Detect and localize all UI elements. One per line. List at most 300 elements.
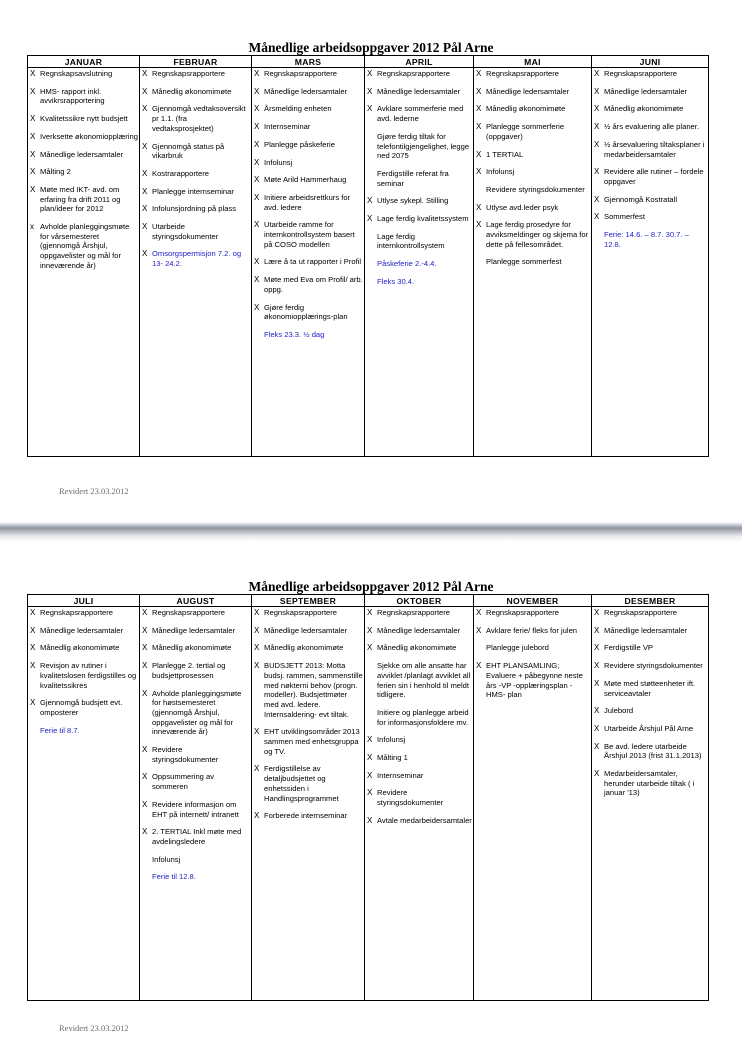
done-mark: X (367, 214, 373, 224)
task-item (367, 169, 472, 188)
done-mark: X (367, 735, 373, 745)
done-mark: X (254, 139, 260, 149)
task-text: Kostrarapportere (152, 168, 209, 178)
task-item (476, 203, 590, 213)
task-text: Utlyse sykepl. Stilling (377, 196, 449, 206)
done-mark: X (476, 608, 482, 617)
task-text: Revidere styringsdokumenter (604, 661, 703, 671)
done-mark: X (30, 167, 36, 177)
task-item (142, 87, 250, 97)
task-item (142, 187, 250, 197)
done-mark: X (254, 157, 260, 167)
task-text: Lage ferdig kvalitetssystem (377, 214, 469, 224)
page-separator (0, 508, 742, 546)
task-text: Planlegge internseminar (152, 186, 234, 196)
task-item (594, 769, 707, 798)
revision-footer: Revidert 23.03.2012 (59, 486, 129, 496)
task-text: Revisjon av rutiner i kvalitetslosen ferdigstilles og kvalitetssikres (40, 661, 137, 690)
done-mark: X (476, 104, 482, 114)
task-item (594, 724, 707, 734)
month-column (140, 607, 252, 1001)
task-item (367, 735, 472, 745)
done-mark: X (254, 764, 260, 774)
task-text: Oppsummering av sommeren (152, 772, 215, 792)
task-text: Møte med Eva om Profil/ arb. oppg. (264, 275, 363, 294)
task-item (367, 277, 472, 287)
task-item (30, 608, 138, 618)
task-text: Regnskapsrapportere (152, 608, 226, 617)
task-text: Revidere styringsdokumenter (152, 745, 219, 764)
task-item (476, 220, 590, 249)
task-text: Ferie til 8.7. (40, 725, 80, 735)
task-item (476, 185, 590, 195)
done-mark: X (142, 104, 148, 114)
done-mark: X (30, 184, 36, 194)
done-mark: X (367, 196, 373, 206)
month-column (474, 607, 592, 1001)
task-item (367, 104, 472, 123)
done-mark: X (254, 69, 260, 78)
done-mark: X (142, 643, 148, 653)
task-item (254, 175, 363, 185)
task-item (367, 788, 472, 807)
done-mark: X (142, 688, 148, 698)
done-mark: X (30, 643, 36, 653)
task-text: Infolunsj (264, 157, 293, 167)
task-text: Infolunsjordning på plass (152, 204, 237, 214)
task-text: Utarbeide styringsdokumenter (152, 222, 219, 241)
month-header: DESEMBER (592, 595, 709, 607)
page-1 (0, 0, 742, 508)
task-item (367, 259, 472, 269)
task-item (30, 222, 138, 271)
done-mark: X (142, 772, 148, 782)
done-mark: X (367, 643, 373, 653)
task-item (476, 626, 590, 636)
done-mark: X (142, 141, 148, 151)
done-mark: X (594, 678, 600, 688)
task-item (594, 140, 707, 159)
task-text: Regnskapsrapportere (264, 608, 338, 617)
done-mark: X (142, 186, 148, 196)
done-mark: X (30, 661, 36, 671)
done-mark: X (594, 661, 600, 671)
task-item (476, 661, 590, 700)
task-text: Månedlige ledersamtaler (377, 86, 461, 96)
task-item (142, 222, 250, 241)
task-item (254, 626, 363, 636)
task-item (367, 214, 472, 224)
task-item (254, 87, 363, 97)
month-header: SEPTEMBER (252, 595, 365, 607)
task-text: Lære å ta ut rapporter i Profil (264, 257, 362, 267)
task-item (142, 104, 250, 133)
task-text: Sommerfest (604, 212, 645, 222)
task-item (476, 69, 590, 79)
task-item (30, 726, 138, 736)
task-text: Gjøre ferdig økonomiopplærings-plan (264, 302, 348, 322)
month-header: MARS (252, 56, 365, 68)
task-text: Initiere og planlegge arbeid for informasjonsfoldere mv. (377, 707, 469, 727)
task-text: HMS- rapport inkl. avvikrsrapportering (40, 86, 105, 106)
task-text: Planlegge 2. tertial og budsjettprosessen (152, 661, 226, 680)
task-text: Utarbeide ramme for internkontrollsystem basert på COSO modellen (264, 220, 355, 249)
done-mark: X (254, 86, 260, 96)
done-mark: X (254, 661, 260, 671)
task-text: Ferdigstille VP (604, 643, 653, 653)
task-item (367, 232, 472, 251)
done-mark: X (476, 167, 482, 177)
done-mark: X (476, 122, 482, 132)
month-header: JUNI (592, 56, 709, 68)
done-mark: X (476, 86, 482, 96)
task-text: Planlegge julebord (486, 643, 549, 653)
task-item (594, 104, 707, 114)
task-item (30, 167, 138, 177)
task-text: Revidere styringsdokumenter (486, 184, 585, 194)
task-text: Månedlige ledersamtaler (264, 625, 348, 635)
task-item (142, 169, 250, 179)
month-column (474, 68, 592, 457)
task-item (594, 742, 707, 761)
done-mark: X (30, 625, 36, 635)
task-item (594, 608, 707, 618)
task-item (30, 626, 138, 636)
done-mark: X (594, 625, 600, 635)
task-item (142, 626, 250, 636)
done-mark: X (594, 69, 600, 78)
task-text: Møte med støtteenheter ift. serviceavtaler (604, 678, 696, 698)
task-item (594, 167, 707, 186)
task-item (254, 193, 363, 212)
task-item (254, 764, 363, 803)
done-mark: X (254, 104, 260, 114)
done-mark: X (367, 86, 373, 96)
done-mark: X (476, 149, 482, 159)
done-mark: X (254, 275, 260, 285)
task-text: Regnskapsrapportere (486, 608, 560, 617)
task-item (367, 771, 472, 781)
done-mark: X (594, 122, 600, 132)
task-item (367, 661, 472, 700)
task-text: Regnskapsrapportere (264, 69, 338, 78)
done-mark: X (367, 788, 373, 798)
task-text: ½ årsevaluering tiltaksplaner i medarbeidersamtaler (604, 139, 705, 159)
done-mark: X (30, 114, 36, 124)
month-header: OKTOBER (365, 595, 474, 607)
done-mark: X (367, 69, 373, 78)
task-text: Regnskapsavslutning (40, 69, 113, 78)
task-text: Medarbeidersamtaler, herunder utarbeide tiltak ( i januar '13) (604, 769, 695, 798)
task-text: Initiere arbeidsrettkurs for avd. ledere (264, 192, 351, 212)
task-text: Lage ferdig internkontrollsystem (377, 231, 445, 251)
task-text: Julebord (604, 706, 634, 716)
task-text: Månedlig økonomimøte (264, 643, 344, 653)
task-text: Planlegge påskeferie (264, 139, 335, 149)
task-item (594, 679, 707, 698)
task-item (594, 661, 707, 671)
task-item (367, 643, 472, 653)
task-text: Kvalitetssikre nytt budsjett (40, 114, 128, 124)
month-column (140, 68, 252, 457)
done-mark: X (254, 192, 260, 202)
task-text: Månedlige ledersamtaler (40, 625, 124, 635)
task-text: Be avd. ledere utarbeide Årshjul 2013 (frist 31.1.2013) (604, 741, 702, 761)
done-mark: X (476, 661, 482, 671)
task-item (142, 204, 250, 214)
done-mark: X (594, 723, 600, 733)
done-mark: X (476, 69, 482, 78)
done-mark: X (30, 131, 36, 141)
done-mark: X (254, 220, 260, 230)
task-text: Regnskapsrapportere (604, 608, 678, 617)
month-header: FEBRUAR (140, 56, 252, 68)
task-text: Internseminar (264, 122, 311, 132)
task-item (142, 855, 250, 865)
task-text: Fleks 30.4. (377, 276, 415, 286)
task-text: Målting 1 (377, 753, 408, 763)
done-mark: X (594, 643, 600, 653)
task-item (142, 643, 250, 653)
done-mark: X (30, 149, 36, 159)
month-column (365, 68, 474, 457)
monthly-tasks-table (27, 55, 709, 457)
task-item (142, 608, 250, 618)
task-item (30, 114, 138, 124)
task-item (367, 626, 472, 636)
task-item (594, 706, 707, 716)
task-item (254, 727, 363, 756)
task-text: EHT PLANSAMLING; Evaluere + påbegynne neste års -VP -opplæringsplan -HMS- plan (486, 661, 583, 700)
task-text: Ferie: 14.6. – 8.7. 30.7. – 12.8. (604, 230, 689, 249)
done-mark: X (594, 769, 600, 779)
done-mark: X (254, 257, 260, 267)
done-mark: X (30, 698, 36, 708)
task-item (594, 643, 707, 653)
done-mark: X (594, 608, 600, 617)
done-mark: X (476, 220, 482, 230)
done-mark: X (30, 86, 36, 96)
task-item (367, 69, 472, 79)
task-item (30, 698, 138, 717)
task-text: Gjennomgå Kostratall (604, 194, 678, 204)
task-text: Gjennomgå vedtaksoversikt pr 1.1. (fra vedtaksprosjektet) (152, 104, 246, 133)
done-mark: X (142, 86, 148, 96)
task-item (476, 87, 590, 97)
task-text: Avholde planleggingsmøte for høstsemesteret (gjennomgå Årshjul, oppgavelister og mål for inneværende år) (152, 688, 242, 737)
task-item (30, 150, 138, 160)
task-text: Sjekke om alle ansatte har avviklet /planlagt avviklet all ferien sin i henhold til meldt tidligere. (377, 661, 471, 700)
task-item (367, 816, 472, 826)
task-text: Lage ferdig prosedyre for avviksmeldinger og skjema for dette på fellesområdet. (486, 220, 589, 249)
task-text: Månedlige ledersamtaler (264, 86, 348, 96)
done-mark: X (142, 745, 148, 755)
task-text: Møte med IKT- avd. om erfaring fra drift 2011 og plan/ideer for 2012 (40, 184, 121, 214)
task-item (254, 811, 363, 821)
task-item (30, 87, 138, 106)
task-text: Månedlig økonomimøte (40, 643, 120, 653)
task-text: Utlyse avd.leder psyk (486, 202, 559, 212)
done-mark: X (594, 706, 600, 716)
month-header: NOVEMBER (474, 595, 592, 607)
task-item (142, 872, 250, 882)
task-text: Avklare sommerferie med avd. lederne (377, 104, 464, 124)
done-mark: X (30, 69, 36, 78)
task-text: Regnskapsrapportere (152, 69, 226, 78)
task-item (254, 330, 363, 340)
done-mark: X (254, 608, 260, 617)
task-item (476, 608, 590, 618)
task-text: Avholde planleggingsmøte for vårsemesteret (gjennomgå Årshjul, oppgavelister og mål for inneværende år) (40, 222, 130, 270)
task-item (476, 104, 590, 114)
month-header: MAI (474, 56, 592, 68)
done-mark: X (367, 104, 373, 114)
task-item (254, 104, 363, 114)
task-item (30, 185, 138, 214)
task-item (142, 745, 250, 764)
task-item (142, 661, 250, 680)
task-text: Årsmelding enheten (264, 104, 332, 114)
task-text: Gjøre ferdig tiltak for telefontilgjengelighet, legge ned 2075 (377, 131, 470, 161)
task-item (476, 150, 590, 160)
done-mark: X (142, 69, 148, 78)
task-item (476, 122, 590, 141)
task-text: Planlegge sommerferie (oppgaver) (486, 122, 565, 141)
task-text: Regnskapsrapportere (486, 69, 560, 78)
done-mark: X (594, 167, 600, 177)
task-text: Fleks 23.3. ½ dag (264, 329, 325, 339)
task-item (594, 69, 707, 79)
task-text: Utarbeide Årshjul Pål Arne (604, 723, 694, 733)
task-item (254, 220, 363, 249)
document-title: Månedlige arbeidsoppgaver 2012 Pål Arne (248, 40, 494, 55)
task-item (594, 212, 707, 222)
task-item (142, 772, 250, 791)
task-text: Regnskapsrapportere (604, 69, 678, 78)
task-item (30, 643, 138, 653)
month-column (592, 607, 709, 1001)
month-header: JANUAR (28, 56, 140, 68)
done-mark: X (254, 727, 260, 737)
task-text: Gjennomgå status på vikarbruk (152, 141, 225, 161)
task-text: Ferie til 12.8. (152, 872, 196, 882)
task-item (30, 69, 138, 79)
done-mark: X (594, 104, 600, 114)
done-mark: X (254, 302, 260, 312)
task-item (254, 661, 363, 719)
task-item (367, 132, 472, 161)
done-mark: X (254, 122, 260, 132)
month-column (252, 68, 365, 457)
task-text: Målting 2 (40, 167, 71, 177)
task-text: Månedlig økonomimøte (152, 86, 232, 96)
done-mark: X (254, 811, 260, 821)
done-mark: x (30, 222, 34, 232)
task-text: Ferdigstille referat fra seminar (377, 168, 449, 188)
month-header: APRIL (365, 56, 474, 68)
done-mark: X (367, 815, 373, 825)
task-item (142, 69, 250, 79)
task-item (254, 140, 363, 150)
task-text: ½ års evaluering alle planer. (604, 122, 699, 132)
task-text: Avklare ferie/ fleks for julen (486, 625, 578, 635)
task-text: Månedlige ledersamtaler (377, 625, 461, 635)
task-text: Månedlige ledersamtaler (486, 86, 570, 96)
done-mark: X (476, 202, 482, 212)
task-item (476, 643, 590, 653)
task-item (367, 753, 472, 763)
task-text: Regnskapsrapportere (377, 608, 451, 617)
task-text: EHT utviklingsområder 2013 sammen med enhetsgruppa og TV. (264, 727, 360, 756)
task-text: Regnskapsrapportere (377, 69, 451, 78)
task-item (476, 257, 590, 267)
task-item (254, 257, 363, 267)
done-mark: X (142, 204, 148, 214)
done-mark: X (476, 625, 482, 635)
task-text: Infolunsj (152, 854, 181, 864)
task-text: Påskeferie 2.-4.4. (377, 259, 437, 269)
task-item (254, 643, 363, 653)
task-text: Revidere styringsdokumenter (377, 788, 444, 808)
task-text: BUDSJETT 2013: Motta budsj. rammen, sammenstille med nøkterni behov (progn. modeller). Budsjettmøter med avd. ledere. Internsaldering- evt tiltak. (264, 661, 363, 719)
task-item (142, 689, 250, 738)
task-item (594, 87, 707, 97)
task-text: Avtale medarbeidersamtaler (377, 815, 472, 825)
done-mark: X (142, 661, 148, 671)
done-mark: X (142, 168, 148, 178)
done-mark: X (142, 249, 148, 259)
task-item (254, 158, 363, 168)
task-item (367, 87, 472, 97)
done-mark: X (142, 799, 148, 809)
month-column (28, 68, 140, 457)
task-item (594, 230, 707, 249)
task-item (142, 142, 250, 161)
task-text: Månedlige ledersamtaler (604, 625, 688, 635)
task-item (30, 132, 138, 142)
done-mark: X (594, 86, 600, 96)
task-text: Iverksette økonomiopplæring (40, 131, 138, 141)
task-text: Ferdigstillelse av detaljbudsjettet og enhetssiden i Handlingsprogrammet (264, 764, 339, 803)
task-text: Månedlige ledersamtaler (604, 86, 688, 96)
task-item (594, 122, 707, 132)
month-column (592, 68, 709, 457)
done-mark: X (254, 175, 260, 185)
task-item (594, 195, 707, 205)
task-item (254, 303, 363, 322)
done-mark: X (367, 625, 373, 635)
task-item (594, 626, 707, 636)
done-mark: X (254, 643, 260, 653)
done-mark: X (594, 139, 600, 149)
done-mark: X (254, 625, 260, 635)
task-item (476, 167, 590, 177)
task-item (254, 69, 363, 79)
task-text: Møte Arild Hammerhaug (264, 175, 347, 185)
task-item (30, 661, 138, 690)
task-text: Gjennomgå budsjett evt. omposterer (40, 698, 123, 717)
document-title: Månedlige arbeidsoppgaver 2012 Pål Arne (248, 579, 494, 594)
task-text: Internseminar (377, 770, 424, 780)
task-text: Omsorgspermisjon 7.2. og 13- 24.2. (152, 249, 242, 269)
task-item (142, 800, 250, 819)
task-item (142, 827, 250, 846)
task-text: Revidere informasjon om EHT på internett/ intranett (152, 799, 239, 819)
task-item (254, 275, 363, 294)
task-text: Revidere alle rutiner – fordele oppgaver (604, 167, 704, 186)
task-text: Forberede internseminar (264, 811, 348, 821)
page-2 (0, 546, 742, 1054)
